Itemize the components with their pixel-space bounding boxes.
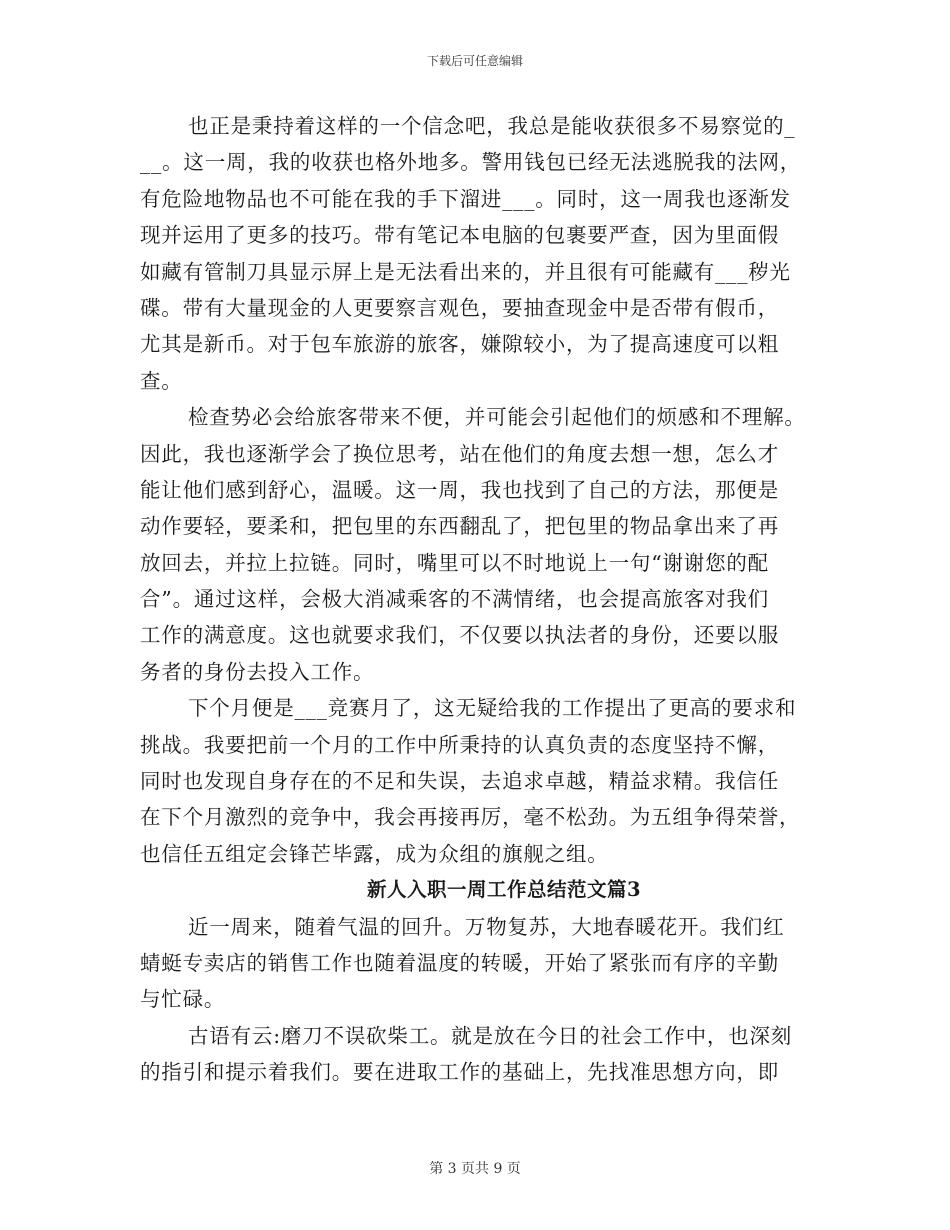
text-line: 古语有云:磨刀不误砍柴工。就是放在今日的社会工作中，也深刻 [188, 1023, 793, 1048]
text-line: 放回去，并拉上拉链。同时，嘴里可以不时地说上一句“谢谢您的配 [140, 550, 769, 575]
text-line: 也正是秉持着这样的一个信念吧，我总是能收获很多不易察觉的_ [188, 114, 796, 138]
text-line: __。这一周，我的收获也格外地多。警用钱包已经无法逃脱我的法网， [140, 150, 802, 175]
text-line: 同时也发现自身存在的不足和失误，去追求卓越，精益求精。我信任 [140, 769, 779, 794]
paragraph-block [140, 909, 820, 1091]
text-line: 查。 [140, 368, 183, 393]
page-footer: 第 3 页共 9 页 [429, 1161, 521, 1177]
text-line: 合”。通过这样，会极大消减乘客的不满情绪，也会提高旅客对我们 [140, 587, 769, 612]
page-header: 下载后可任意编辑 [426, 54, 523, 68]
text-line: 碟。带有大量现金的人更要察言观色，要抽查现金中是否带有假币， [140, 295, 779, 320]
document-body [140, 108, 820, 1091]
section-heading: 新人入职一周工作总结范文篇3 [366, 878, 642, 902]
text-line: 近一周来，随着气温的回升。万物复苏，大地春暖花开。我们红 [188, 914, 785, 939]
text-line: 工作的满意度。这也就要求我们，不仅要以执法者的身份，还要以服 [140, 623, 779, 648]
text-line: 务者的身份去投入工作。 [140, 659, 375, 684]
text-line: 下个月便是___竞赛月了，这无疑给我的工作提出了更高的要求和 [188, 696, 797, 721]
paragraph-block [140, 108, 820, 872]
text-line: 能让他们感到舒心，温暖。这一周，我也找到了自己的方法，那便是 [140, 477, 779, 502]
text-line: 动作要轻，要柔和，把包里的东西翻乱了，把包里的物品拿出来了再 [140, 514, 779, 539]
text-line: 如藏有管制刀具显示屏上是无法看出来的，并且很有可能藏有___秽光 [140, 259, 791, 284]
text-line: 挑战。我要把前一个月的工作中所秉持的认真负责的态度坚持不懈， [140, 732, 779, 757]
text-line: 与忙碌。 [140, 987, 226, 1012]
text-line: 因此，我也逐渐学会了换位思考，站在他们的角度去想一想，怎么才 [140, 441, 779, 466]
text-line: 在下个月激烈的竞争中，我会再接再厉，毫不松劲。为五组争得荣誉， [140, 805, 801, 830]
text-line: 有危险地物品也不可能在我的手下溜进___。同时，这一周我也逐渐发 [140, 186, 791, 211]
text-line: 蜻蜓专卖店的销售工作也随着温度的转暖，开始了紧张而有序的辛勤 [140, 950, 779, 975]
text-line: 的指引和提示着我们。要在进取工作的基础上，先找准思想方向，即 [140, 1060, 779, 1085]
text-line: 也信任五组定会锋芒毕露，成为众组的旗舰之组。 [140, 841, 609, 866]
text-line: 检查势必会给旅客带来不便，并可能会引起他们的烦感和不理解。 [188, 405, 806, 430]
text-line: 现并运用了更多的技巧。带有笔记本电脑的包裹要严查，因为里面假 [140, 223, 779, 248]
text-line: 尤其是新币。对于包车旅游的旅客，嫌隙较小，为了提高速度可以粗 [140, 332, 779, 357]
